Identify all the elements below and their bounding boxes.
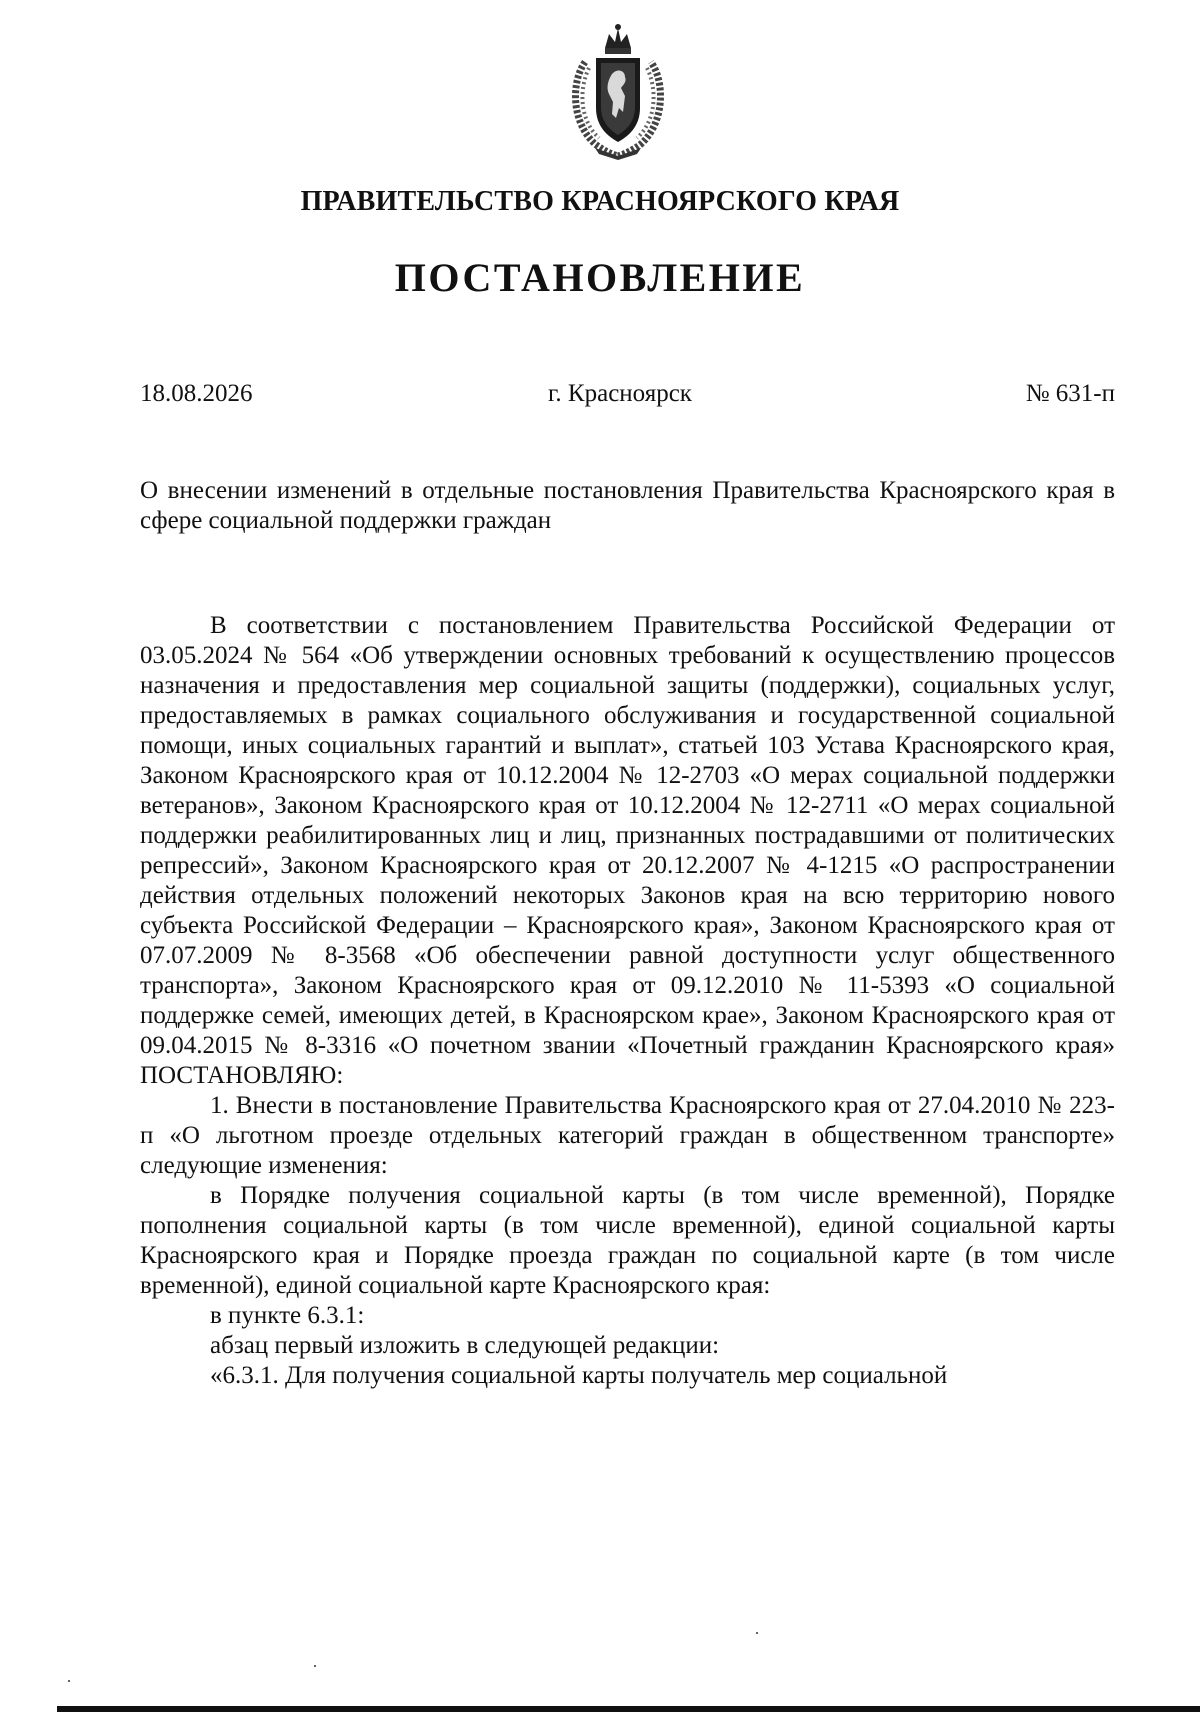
- body-paragraph: абзац первый изложить в следующей редакции:: [210, 1332, 720, 1359]
- preamble-paragraph: В соответствии с постановлением Правительства Российской Федерации от 03.05.2024 № 564 «Об утверждении основных требований к осуществлению процессов назначения и предоставления мер социальной защиты (поддержки), социальных услуг, предоставляемых в рамках социального обслуживания и государственной социальной помощи, иных социальных гарантий и выплат», статьей 103 Устава Красноярского края, Законом Красноярского края от 10.12.2004 № 12-2703 «О мерах социальной поддержки ветеранов», Законом Красноярского края от 10.12.2004 № 12-2711 «О мерах социальной поддержки реабилитированных лиц и лиц, признанных пострадавшими от политических репрессий», Законом Красноярского края от 20.12.2007 № 4-1215 «О распространении действия отдельных положений некоторых Законов края на всю территорию нового субъекта Российской Федерации – Красноярского края», Законом Красноярского края от 07.07.2009 № 8-3568 «Об обеспечении равной доступности услуг общественного транспорта», Законом Красноярского края от 09.12.2010 № 11-5393 «О социальной поддержке семей, имеющих детей, в Красноярском крае», Законом Красноярского края от 09.04.2015 № 8-3316 «О почетном звании «Почетный гражданин Красноярского края» ПОСТАНОВЛЯЮ:: [140, 612, 1115, 1089]
- document-body: [140, 611, 1115, 1391]
- document-date: 18.08.2026: [140, 380, 253, 407]
- body-paragraph: в Порядке получения социальной карты (в том числе временной), Порядке пополнения социальной карты (в том числе временной), единой социальной карты Красноярского края и Порядке проезда граждан по социальной карте (в том числе временной), единой социальной карте Красноярского края:: [140, 1182, 1115, 1299]
- scan-speck: [756, 1632, 758, 1634]
- document-subject: О внесении изменений в отдельные постановления Правительства Красноярского края в сфере социальной поддержки граждан: [140, 477, 1115, 534]
- page-bottom-border: [57, 1706, 1200, 1712]
- scan-speck: [314, 1665, 316, 1667]
- body-paragraph: 1. Внести в постановление Правительства Красноярского края от 27.04.2010 № 223-п «О льготном проезде отдельных категорий граждан в общественном транспорте» следующие изменения:: [140, 1092, 1115, 1179]
- government-name: ПРАВИТЕЛЬСТВО КРАСНОЯРСКОГО КРАЯ: [300, 186, 900, 217]
- coat-of-arms-icon: [565, 22, 671, 160]
- document-number: № 631-п: [1025, 380, 1115, 407]
- document-city: г. Красноярск: [548, 380, 692, 407]
- scan-speck: [68, 1680, 70, 1682]
- document-type-title: ПОСТАНОВЛЕНИЕ: [394, 255, 806, 300]
- body-paragraph: в пункте 6.3.1:: [210, 1302, 365, 1329]
- body-paragraph: «6.3.1. Для получения социальной карты получатель мер социальной: [210, 1362, 948, 1389]
